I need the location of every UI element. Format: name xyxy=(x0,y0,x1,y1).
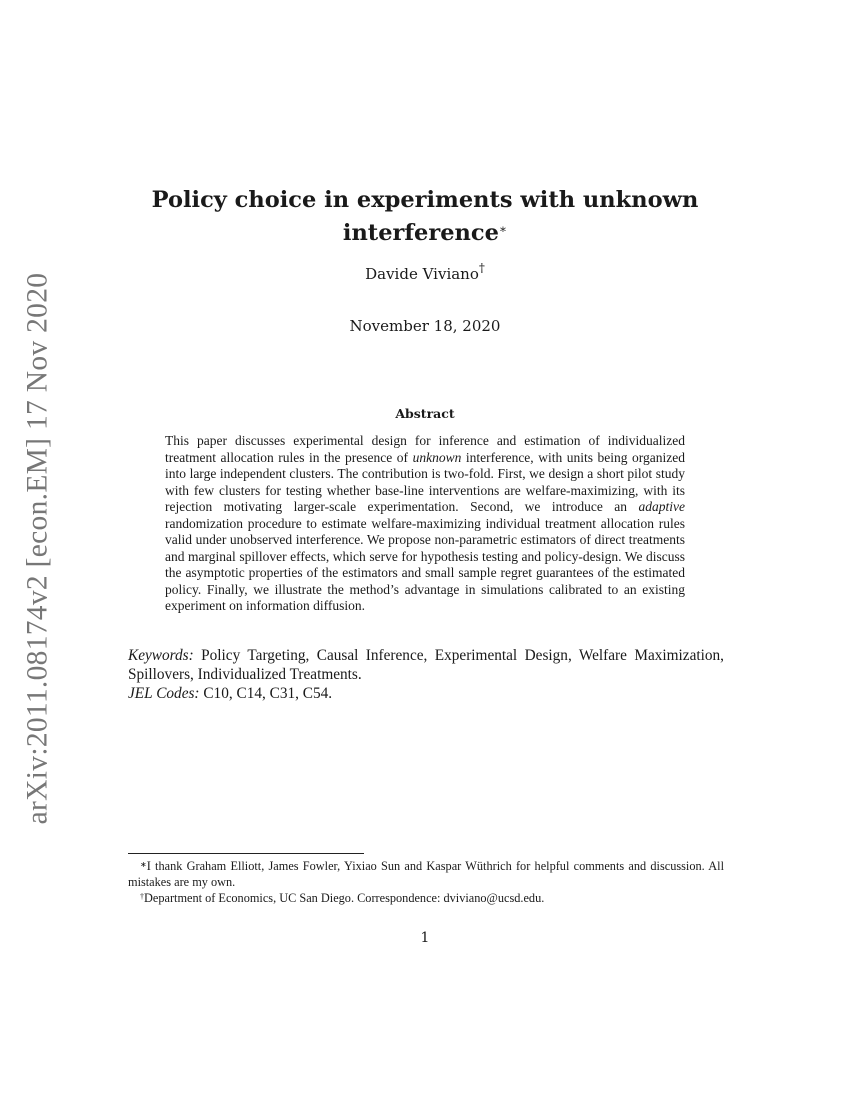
title-footnote-mark[interactable]: ∗ xyxy=(498,222,508,236)
abstract-heading: Abstract xyxy=(395,406,455,421)
keywords-line xyxy=(128,646,724,684)
jel-codes-text: C10, C14, C31, C54. xyxy=(199,685,333,702)
footnote-acknowledgments-text: I thank Graham Elliott, James Fowler, Yixiao Sun and Kaspar Wüthrich for helpful comments and discussion. All mistakes are my own. xyxy=(128,859,724,889)
keywords-block xyxy=(128,646,724,703)
keywords-label: Keywords: xyxy=(128,647,194,664)
footnote-affiliation-text: Department of Economics, UC San Diego. Correspondence: dviviano@ucsd.edu. xyxy=(144,891,545,905)
abstract-body xyxy=(165,433,685,615)
abstract-emphasis-adaptive: adaptive xyxy=(638,499,685,514)
abstract-emphasis-unknown: unknown xyxy=(412,449,462,465)
abstract-text-1: This paper discusses experimental design for inference and estimation of individualized treatment allocation rules in the presence of xyxy=(165,433,685,465)
footnote-mark-star: ∗ xyxy=(140,860,147,869)
title-line-2: interference xyxy=(342,220,499,246)
abstract-text-3: randomization procedure to estimate welfare-maximizing individual treatment allocation rules valid under unobserved interference. We propose non-parametric estimators of direct treatments and marginal spillover effects, which serve for hypothesis testing and policy-design. We discuss the asymptotic properties of the estimators and small sample regret guarantees of the estimated policy. Finally, we illustrate the method’s advantage in simulations calibrated to an existing experiment on information diffusion. xyxy=(165,515,685,613)
abstract-text-2: interference, with units being organized into large independent clusters. The contribution is two-fold. First, we design a short pilot study with few clusters for testing whether base-line interventions are welfare-maximizing, with its rejection motivating larger-scale experimentation. Second, we introduce an xyxy=(165,449,685,514)
publication-date: November 18, 2020 xyxy=(349,317,501,335)
jel-codes-label: JEL Codes: xyxy=(128,685,200,702)
footnote-acknowledgments xyxy=(128,858,724,890)
arxiv-identifier-text: arXiv:2011.08174v2 [econ.EM] 17 Nov 2020 xyxy=(21,272,54,824)
paper-title xyxy=(120,184,730,250)
footnotes xyxy=(128,858,724,906)
footnote-mark-dagger: † xyxy=(140,892,144,901)
footnote-divider xyxy=(128,853,364,854)
author-name: Davide Viviano xyxy=(365,265,479,283)
footnote-affiliation xyxy=(128,890,724,906)
keywords-text: Policy Targeting, Causal Inference, Experimental Design, Welfare Maximization, Spillovers, Individualized Treatments. xyxy=(128,647,724,683)
page-number: 1 xyxy=(420,930,430,946)
title-line-1: Policy choice in experiments with unknown xyxy=(151,187,699,213)
jel-codes-line xyxy=(128,684,724,703)
author xyxy=(0,261,850,283)
arxiv-identifier-stamp xyxy=(18,268,58,828)
author-footnote-mark[interactable]: † xyxy=(478,261,485,275)
